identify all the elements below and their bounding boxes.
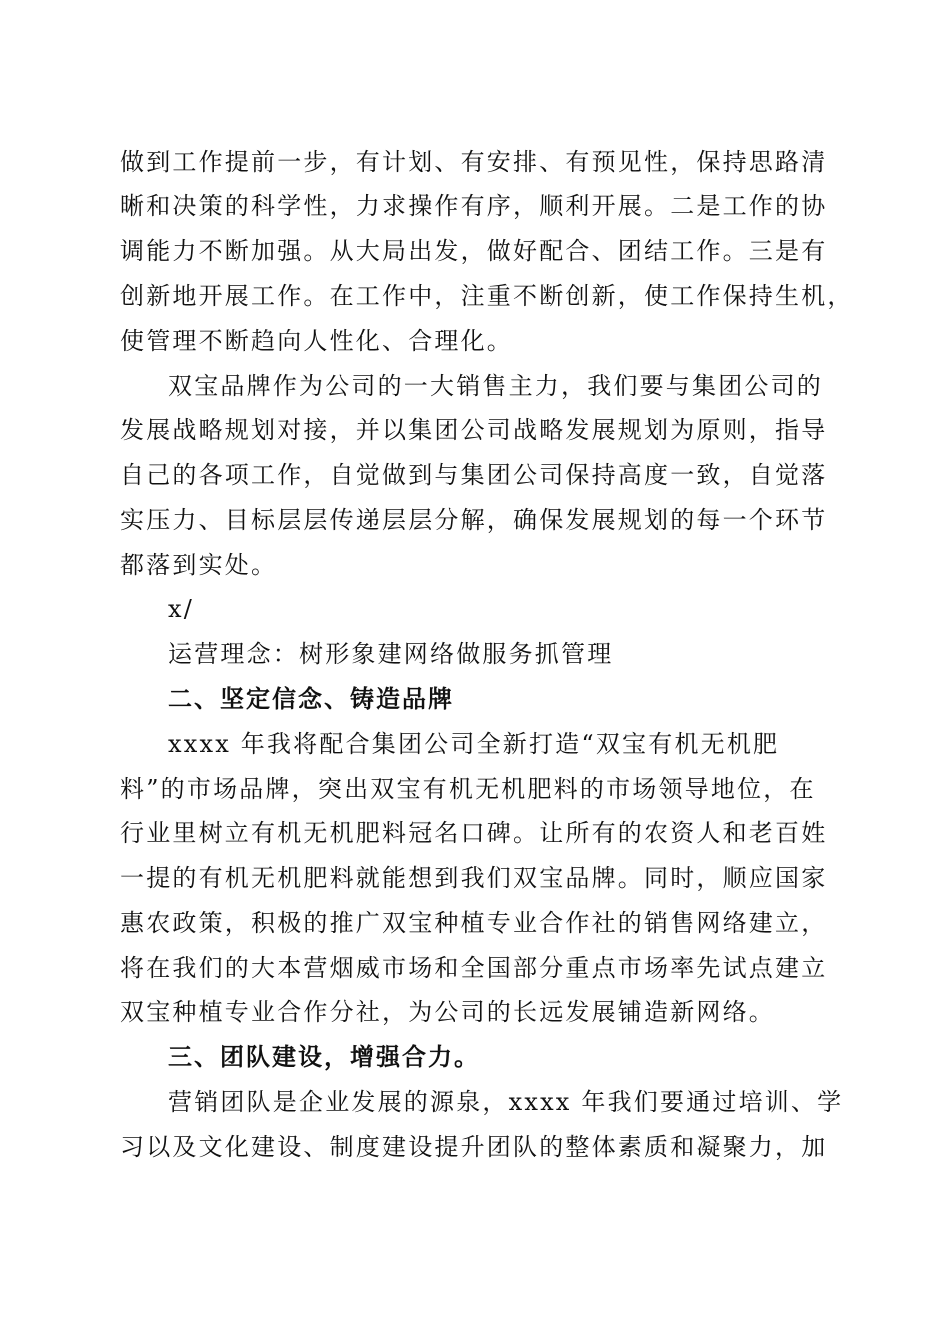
paragraph-line: x/ [168,595,195,623]
paragraph-line: 习以及文化建设、制度建设提升团队的整体素质和凝聚力，加 [120,1133,828,1161]
paragraph-line: 运营理念：树形象建网络做服务抓管理 [168,640,614,668]
paragraph-line: 双宝品牌作为公司的一大销售主力，我们要与集团公司的 [168,372,823,400]
paragraph-line: xxxx 年我将配合集团公司全新打造“双宝有机无机肥 [168,730,780,758]
paragraph-line: 将在我们的大本营烟威市场和全国部分重点市场率先试点建立 [120,954,828,982]
paragraph-line: 行业里树立有机无机肥料冠名口碑。让所有的农资人和老百姓 [120,819,828,847]
paragraph-line: 创新地开展工作。在工作中，注重不断创新，使工作保持生机， [120,282,854,310]
paragraph-line: 使管理不断趋向人性化、合理化。 [120,327,513,355]
paragraph-line: 实压力、目标层层传递层层分解，确保发展规划的每一个环节 [120,506,828,534]
section-heading: 二、坚定信念、铸造品牌 [168,685,454,713]
paragraph-line: 一提的有机无机肥料就能想到我们双宝品牌。同时，顺应国家 [120,864,828,892]
paragraph-line: 都落到实处。 [120,551,278,579]
paragraph-line: 营销团队是企业发展的源泉，xxxx 年我们要通过培训、学 [168,1088,844,1116]
paragraph-line: 晰和决策的科学性，力求操作有序，顺利开展。二是工作的协 [120,192,828,220]
paragraph-line: 惠农政策，积极的推广双宝种植专业合作社的销售网络建立， [120,909,828,937]
paragraph-line: 做到工作提前一步，有计划、有安排、有预见性，保持思路清 [120,148,828,176]
paragraph-line: 双宝种植专业合作分社，为公司的长远发展铺造新网络。 [120,998,775,1026]
paragraph-line: 料”的市场品牌，突出双宝有机无机肥料的市场领导地位，在 [120,775,816,803]
paragraph-line: 发展战略规划对接，并以集团公司战略发展规划为原则，指导 [120,416,828,444]
section-heading: 三、团队建设，增强合力。 [168,1043,480,1071]
paragraph-line: 自己的各项工作，自觉做到与集团公司保持高度一致，自觉落 [120,461,828,489]
paragraph-line: 调能力不断加强。从大局出发，做好配合、团结工作。三是有 [120,237,828,265]
